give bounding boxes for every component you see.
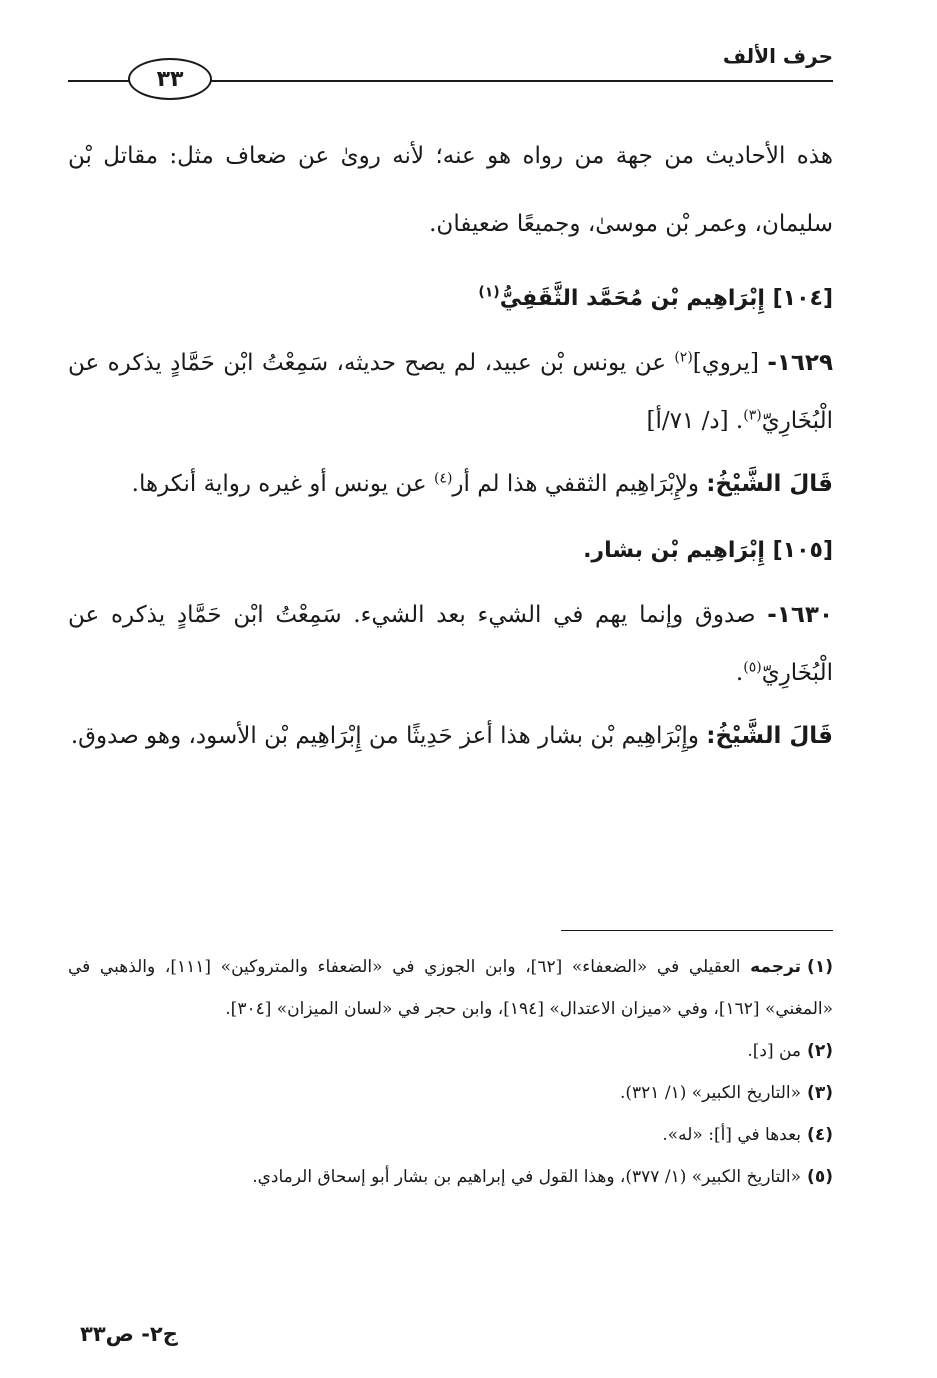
- item-number: ١٦٣٠-: [767, 602, 833, 628]
- entry-name: إِبْرَاهِيم بْن بشار.: [583, 538, 765, 563]
- footnote-ref: (٢): [674, 349, 693, 366]
- comment-text: وإِبْرَاهِيم بْن بشار هذا أعز حَدِيثًا من إِبْرَاهِيم بْن الأسود، وهو صدوق.: [70, 723, 699, 749]
- entry-heading-105: [68, 520, 833, 582]
- footnote-ref: (١): [478, 284, 500, 301]
- footnote-text: من [د].: [747, 1041, 802, 1061]
- footnote-ref: (٤): [433, 470, 453, 487]
- footnote-4: [68, 1114, 833, 1156]
- entry-label: [١٠٥]: [772, 538, 833, 563]
- entry-label: [١٠٤]: [772, 286, 833, 311]
- item-number: ١٦٢٩-: [767, 350, 834, 376]
- sheikh-label: قَالَ الشَّيْخُ:: [706, 723, 833, 749]
- entry-heading-104: [68, 268, 833, 330]
- comment-text: ولإِبْرَاهِيم الثقفي هذا لم أر: [452, 471, 699, 497]
- footnote-label: (٤): [807, 1125, 833, 1145]
- footnotes: [68, 946, 833, 1198]
- footnote-ref: (٥): [743, 659, 762, 676]
- item-text: عن يونس بْن عبيد، لم يصح حديثه، سَمِعْتُ ابْن حَمَّادٍ يذكره عن الْبُخَارِيّ: [68, 350, 833, 434]
- footnote-text: «التاريخ الكبير» (١/ ٣٢١).: [620, 1083, 802, 1103]
- item-text: .: [735, 660, 744, 686]
- volume-page-reference: ج٢- ص٣٣: [80, 1322, 178, 1346]
- footnote-ref: (٣): [743, 407, 762, 424]
- footnote-5: [68, 1156, 833, 1198]
- paragraph-intro: هذه الأحاديث من جهة من رواه هو عنه؛ لأنه روىٰ عن ضعاف مثل: مقاتل بْن سليمان، وعمر بْن موسىٰ، وجميعًا ضعيفان.: [68, 143, 833, 237]
- footnote-1: [68, 946, 833, 1030]
- item-text: [يروي]: [692, 350, 759, 376]
- footnote-label: (٥): [807, 1167, 833, 1187]
- page-number-badge: ٣٣: [128, 58, 212, 100]
- comment-text: عن يونس أو غيره رواية أنكرها.: [131, 471, 427, 497]
- item-1629: [68, 334, 833, 450]
- footnote-text: بعدها في [أ]: «له».: [662, 1125, 802, 1145]
- item-text: صدوق وإنما يهم في الشيء بعد الشيء. سَمِعْتُ ابْن حَمَّادٍ يذكره عن الْبُخَارِيّ: [68, 602, 833, 686]
- sheikh-comment-1: [68, 450, 833, 518]
- footnote-label: (١): [807, 957, 833, 977]
- running-title: حرف الألف: [722, 44, 833, 68]
- footnote-2: [68, 1030, 833, 1072]
- item-text: . [د/ ٧١/أ]: [646, 408, 744, 434]
- footnote-label: (٣): [807, 1083, 833, 1103]
- footnote-label: (٢): [807, 1041, 833, 1061]
- footnote-text: العقيلي في «الضعفاء» [٦٢]، وابن الجوزي في «الضعفاء والمتروكين» [١١١]، والذهبي في «المغني» [١٦٢]، وفي «ميزان الاعتدال» [١٩٤]، وابن حجر في «لسان الميزان» [٣٠٤].: [68, 957, 833, 1019]
- footnote-3: [68, 1072, 833, 1114]
- footnote-text: «التاريخ الكبير» (١/ ٣٧٧)، وهذا القول في إبراهيم بن بشار أبو إسحاق الرمادي.: [252, 1167, 802, 1187]
- main-text: [68, 122, 833, 770]
- entry-name: إِبْرَاهِيم بْن مُحَمَّد الثَّقَفِيُّ: [499, 286, 765, 311]
- sheikh-comment-2: [68, 702, 833, 770]
- footnote-rule: [561, 930, 833, 931]
- sheikh-label: قَالَ الشَّيْخُ:: [706, 471, 833, 497]
- footnote-lead: ترجمه: [750, 957, 802, 977]
- item-1630: [68, 586, 833, 702]
